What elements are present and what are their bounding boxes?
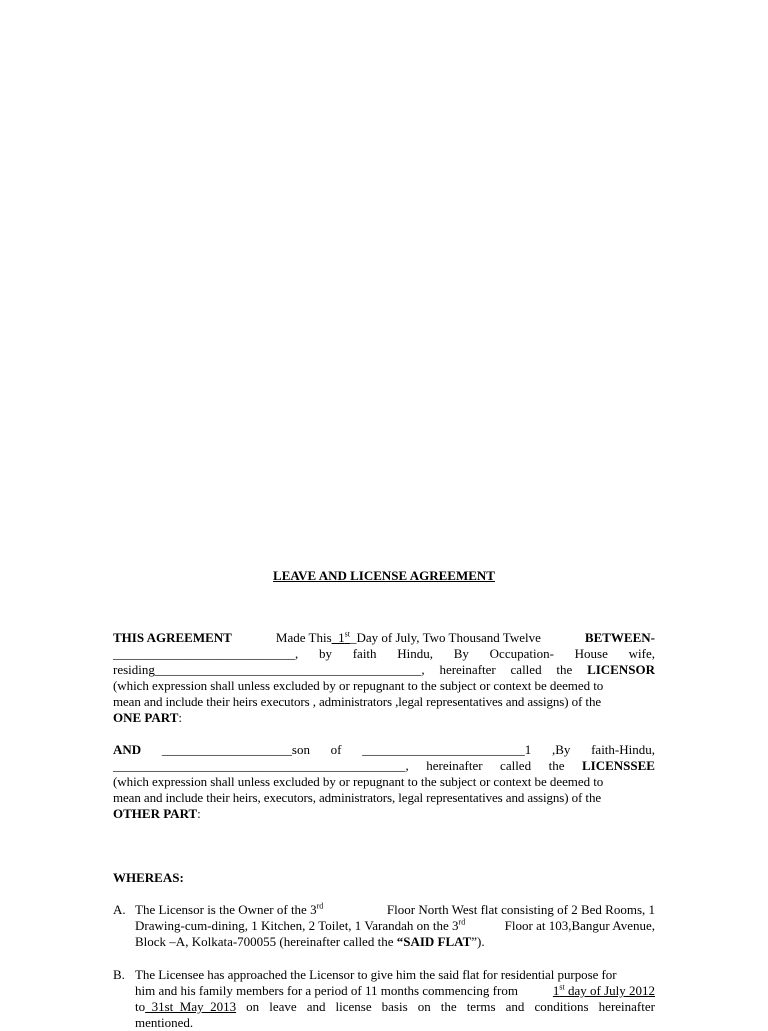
- recital-a-marker: A.: [113, 902, 126, 917]
- p1-line-1: THIS AGREEMENT Made This_1st_Day of July, Two Thousand Twelve BETWEEN-: [113, 629, 655, 645]
- p1-line-4: (which expression shall unless excluded by or repugnant to the subject or context be deemed to: [113, 678, 604, 693]
- recital-b-marker: B.: [113, 967, 125, 982]
- p1-line-2: ____________________________, by faith Hindu, By Occupation- House wife,: [113, 646, 655, 661]
- p2-line-4: mean and include their heirs, executors, administrators, legal representatives and assigns) of the: [113, 790, 602, 805]
- recital-a-body: The Licensor is the Owner of the 3rd Floor North West flat consisting of 2 Bed Rooms, 1 Drawing-cum-dining, 1 Kitchen, 2 Toilet, 1 Varandah on the 3rd Floor at 103,Bangur Avenue, Block –A, Kolkata-700055 (hereinafter called the “SAID FLAT”).: [135, 901, 655, 949]
- recital-b-body: The Licensee has approached the Licensor to give him the said flat for residential purpose for him and his family members for a period of 11 months commencing from 1st day of July 2012 to 31st May 2013 on leave and license basis on the terms and conditions hereinafter mentioned.: [135, 967, 655, 1030]
- p2-line-3: (which expression shall unless excluded by or repugnant to the subject or context be deemed to: [113, 774, 604, 789]
- p1-line-5: mean and include their heirs executors , administrators ,legal representatives and assigns) of the: [113, 694, 602, 709]
- licensor-paragraph: [113, 630, 655, 726]
- licensee-paragraph: [113, 742, 655, 822]
- p2-line-2: _____________________________________________, hereinafter called the LICENSSEE: [113, 758, 655, 773]
- document-title: LEAVE AND LICENSE AGREEMENT: [273, 568, 495, 583]
- whereas-heading: WHEREAS:: [113, 870, 184, 885]
- p1-line-6: ONE PART:: [113, 710, 183, 725]
- p1-line-3: residing_________________________________________, hereinafter called the LICENSOR: [113, 662, 655, 677]
- p2-line-5: OTHER PART:: [113, 806, 201, 821]
- p2-line-1: AND ____________________son of _________________________1 ,By faith-Hindu,: [113, 742, 655, 757]
